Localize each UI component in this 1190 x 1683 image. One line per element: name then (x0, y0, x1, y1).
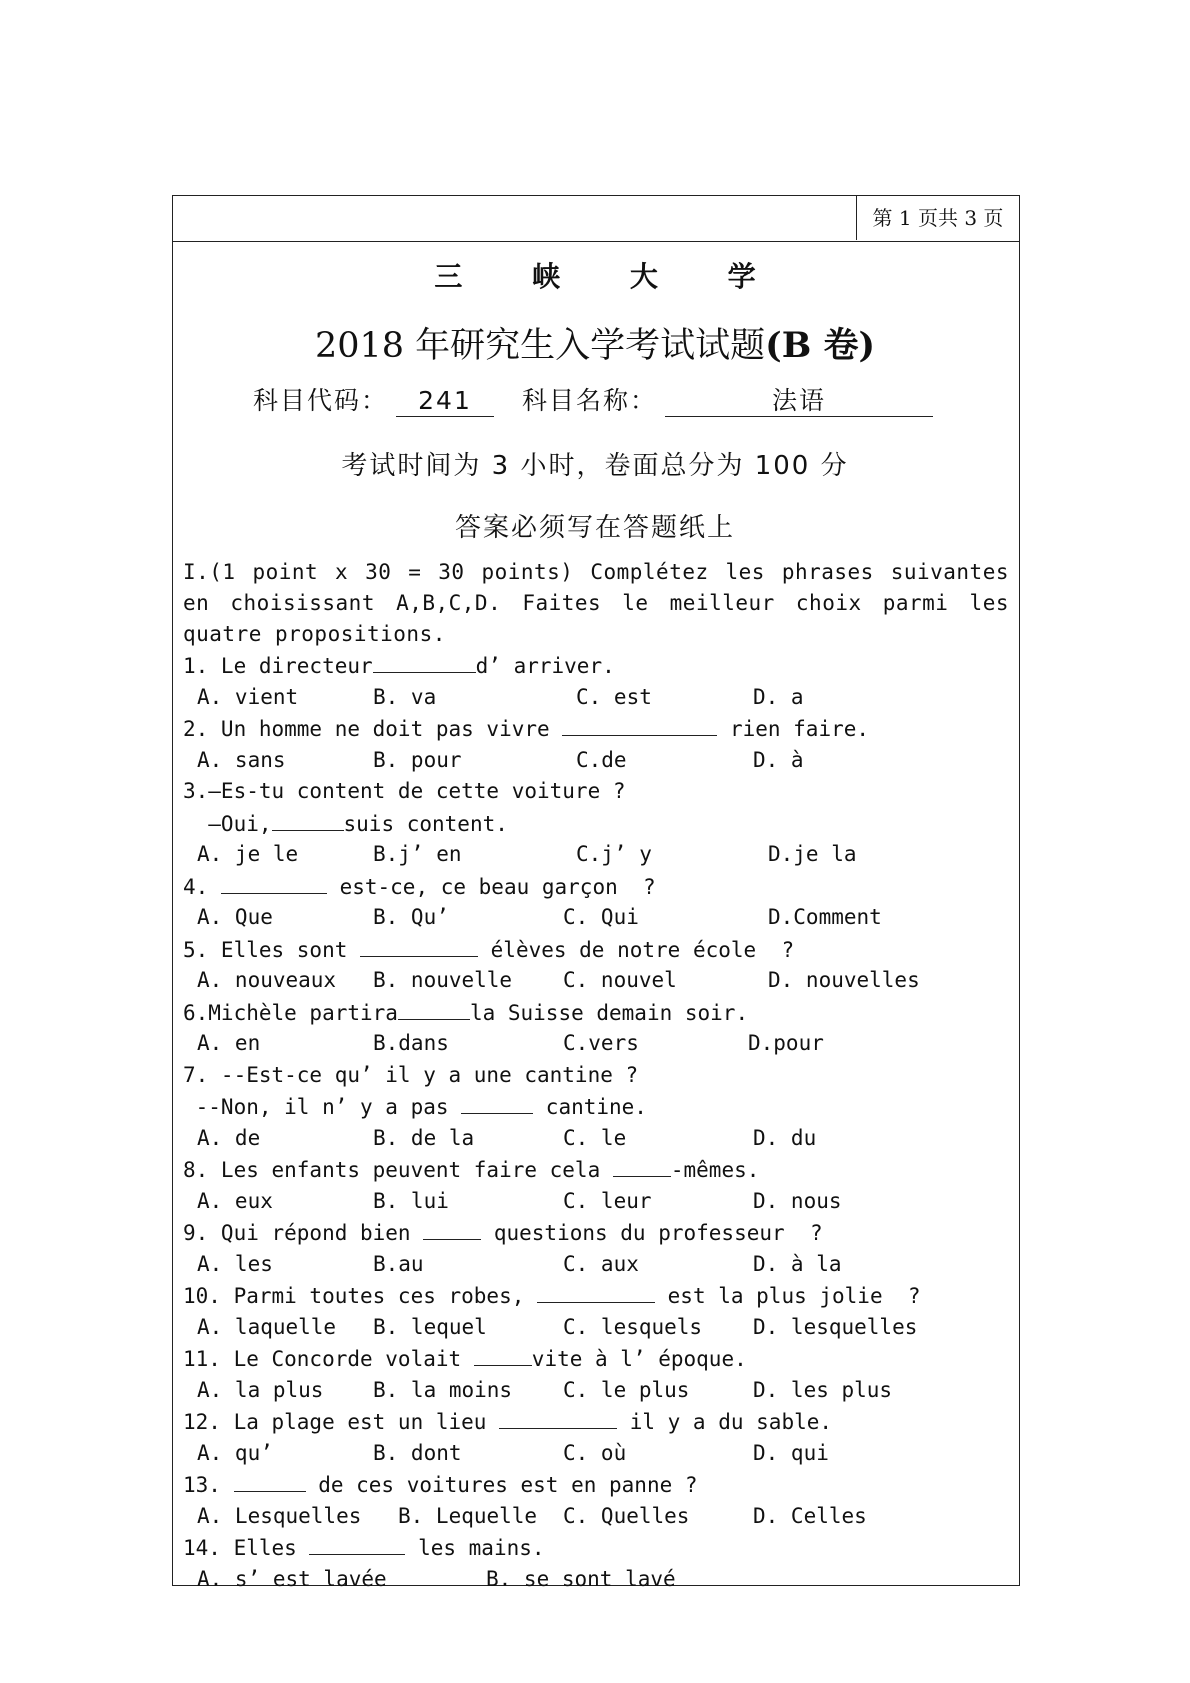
question-text: suis content. (343, 811, 508, 836)
option: C. nouvel (563, 968, 677, 992)
answer-blank (461, 1091, 533, 1114)
option: A. laquelle (197, 1314, 337, 1339)
options-row (183, 1375, 1013, 1407)
option: D. nouvelles (768, 968, 920, 992)
option: C.vers (563, 1031, 639, 1055)
options-row (183, 1501, 1013, 1533)
option: A. je le (197, 842, 299, 866)
question-text: —Oui, (183, 811, 272, 836)
option: B. pour (373, 747, 462, 772)
subject-name-value: 法语 (665, 386, 933, 417)
option: B. lequel (373, 1314, 487, 1339)
question-7-reply (183, 1091, 1013, 1123)
question-text: vite à l’ époque. (531, 1347, 747, 1371)
answer-blank (221, 871, 327, 894)
answer-blank (360, 934, 478, 957)
option: B. va (373, 684, 437, 709)
question-6 (183, 997, 1013, 1029)
option: C. Qui (563, 905, 639, 929)
question-text: 10. Parmi toutes ces robes, (183, 1284, 538, 1308)
option: B.au (373, 1251, 424, 1276)
question-text: cantine. (533, 1095, 647, 1119)
question-text: --Non, il n’ y a pas (183, 1095, 462, 1119)
question-text: les mains. (405, 1536, 545, 1560)
options-row (183, 1123, 1013, 1155)
option: C.de (576, 747, 627, 772)
answer-blank (537, 1280, 655, 1303)
section-intro: I.(1 point x 30 = 30 points) Complétez les phrases suivantes en choisissant A,B,C,D. Faites le meilleur choix parmi les quatre propositions. (183, 560, 1009, 646)
question-11 (183, 1343, 1013, 1375)
answer-blank (398, 997, 470, 1020)
option: D.pour (748, 1031, 824, 1055)
option: B. lui (373, 1188, 449, 1213)
option: D. qui (753, 1440, 829, 1465)
question-2 (183, 713, 1013, 745)
answer-blank (562, 713, 717, 736)
options-row (183, 1186, 1013, 1218)
option: A. Que (197, 905, 273, 929)
exam-title-paper: (B 卷) (765, 325, 876, 366)
question-12 (183, 1406, 1013, 1438)
option: C.j’ y (576, 842, 652, 866)
option: C. Quelles (563, 1503, 690, 1528)
options-row (183, 1028, 1013, 1060)
subject-name-label: 科目名称： (522, 386, 658, 415)
options-row (183, 1249, 1013, 1281)
option: D. a (753, 684, 804, 709)
option: D.Comment (768, 905, 882, 929)
question-text: 13. (183, 1473, 234, 1497)
answer-blank (272, 808, 344, 831)
option: A. s’ est lavée (197, 1566, 387, 1591)
question-text: 3.—Es-tu content de cette voiture ? (183, 779, 626, 803)
option: B. la moins (373, 1377, 513, 1402)
option: A. Lesquelles (197, 1503, 362, 1528)
answer-blank (373, 650, 476, 673)
question-3 (183, 776, 1013, 808)
answer-blank (309, 1532, 405, 1555)
page-indicator: 第 1 页共 3 页 (856, 196, 1019, 240)
question-text: rien faire. (717, 717, 870, 741)
question-text: 4. (183, 874, 221, 899)
option: C. le (563, 1125, 627, 1150)
answer-note: 答案必须写在答题纸上 (454, 513, 735, 543)
option: D. nous (753, 1188, 842, 1213)
question-text: 8. Les enfants peuvent faire cela (183, 1158, 613, 1182)
option: A. vient (197, 684, 299, 709)
question-text: -mêmes. (670, 1158, 760, 1182)
question-text: la Suisse demain soir. (469, 1000, 749, 1025)
option: A. de (197, 1125, 261, 1150)
answer-blank (613, 1154, 671, 1177)
question-text: élèves de notre école ? (478, 937, 795, 962)
question-10 (183, 1280, 1013, 1312)
options-row (183, 839, 1013, 871)
question-5 (183, 934, 1013, 966)
option: D.je la (768, 842, 857, 866)
option: C. lesquels (563, 1314, 703, 1339)
question-4 (183, 871, 1013, 903)
option: B. se sont lavé (486, 1566, 676, 1591)
question-8 (183, 1154, 1013, 1186)
option: B.j’ en (373, 842, 462, 866)
exam-time: 考试时间为 3 小时，卷面总分为 100 分 (341, 451, 849, 481)
option: A. eux (197, 1188, 273, 1213)
option: C. où (563, 1440, 627, 1465)
answer-blank (499, 1406, 617, 1429)
question-text: 2. Un homme ne doit pas vivre (183, 717, 563, 741)
option: A. en (197, 1031, 261, 1055)
question-text: d’ arriver. (475, 654, 615, 678)
subject-code-value: 241 (396, 386, 494, 417)
options-row (183, 745, 1013, 777)
question-text: 12. La plage est un lieu (183, 1410, 500, 1434)
option: D. les plus (753, 1377, 893, 1402)
question-text: est-ce, ce beau garçon ? (326, 874, 656, 899)
option: C. aux (563, 1251, 639, 1276)
options-row (183, 902, 1013, 934)
option: B. de la (373, 1125, 475, 1150)
question-text: 1. Le directeur (183, 654, 373, 678)
option: A. la plus (197, 1377, 324, 1402)
option: D. du (753, 1125, 817, 1150)
option: A. qu’ (197, 1440, 273, 1465)
option: B.dans (373, 1031, 449, 1055)
option: D. à la (753, 1251, 842, 1276)
subject-code-label: 科目代码： (253, 386, 389, 415)
question-text: 5. Elles sont (183, 937, 361, 962)
option: A. sans (197, 747, 286, 772)
option: D. à (753, 747, 804, 772)
option: A. nouveaux (197, 968, 337, 992)
option: D. Celles (753, 1503, 867, 1528)
option: C. le plus (563, 1377, 690, 1402)
answer-blank (423, 1217, 481, 1240)
header-bar (173, 196, 1019, 242)
exam-title-main: 2018 年研究生入学考试试题 (314, 326, 766, 366)
question-text: est la plus jolie ? (655, 1284, 921, 1308)
question-text: 6.Michèle partira (183, 1000, 398, 1025)
option: C. leur (563, 1188, 652, 1213)
question-7 (183, 1060, 1013, 1092)
question-text: 7. --Est-ce qu’ il y a une cantine ? (183, 1062, 639, 1087)
question-text: de ces voitures est en panne ? (305, 1473, 698, 1497)
question-text: 14. Elles (183, 1536, 310, 1560)
options-row (183, 1438, 1013, 1470)
university-name: 三 峡 大 学 (434, 260, 786, 293)
question-text: questions du professeur ? (481, 1221, 823, 1245)
answer-blank (234, 1469, 306, 1492)
exam-title (0, 318, 1190, 368)
exam-content (183, 557, 1013, 1595)
question-text: 11. Le Concorde volait (183, 1347, 474, 1371)
subject-line (253, 381, 933, 417)
options-row (183, 1312, 1013, 1344)
option: B. dont (373, 1440, 462, 1465)
option: B. nouvelle (373, 968, 513, 992)
question-14 (183, 1532, 1013, 1564)
question-3-reply (183, 808, 1013, 840)
answer-blank (474, 1343, 532, 1366)
question-13 (183, 1469, 1013, 1501)
option: B. Qu’ (373, 905, 449, 929)
question-9 (183, 1217, 1013, 1249)
option: B. Lequelle (398, 1503, 538, 1528)
options-row (183, 682, 1013, 714)
option: A. les (197, 1251, 273, 1276)
question-text: il y a du sable. (617, 1410, 833, 1434)
question-1 (183, 650, 1013, 682)
options-row (183, 965, 1013, 997)
question-text: 9. Qui répond bien (183, 1221, 424, 1245)
options-row (183, 1564, 1013, 1596)
option: D. lesquelles (753, 1314, 918, 1339)
option: C. est (576, 684, 652, 709)
